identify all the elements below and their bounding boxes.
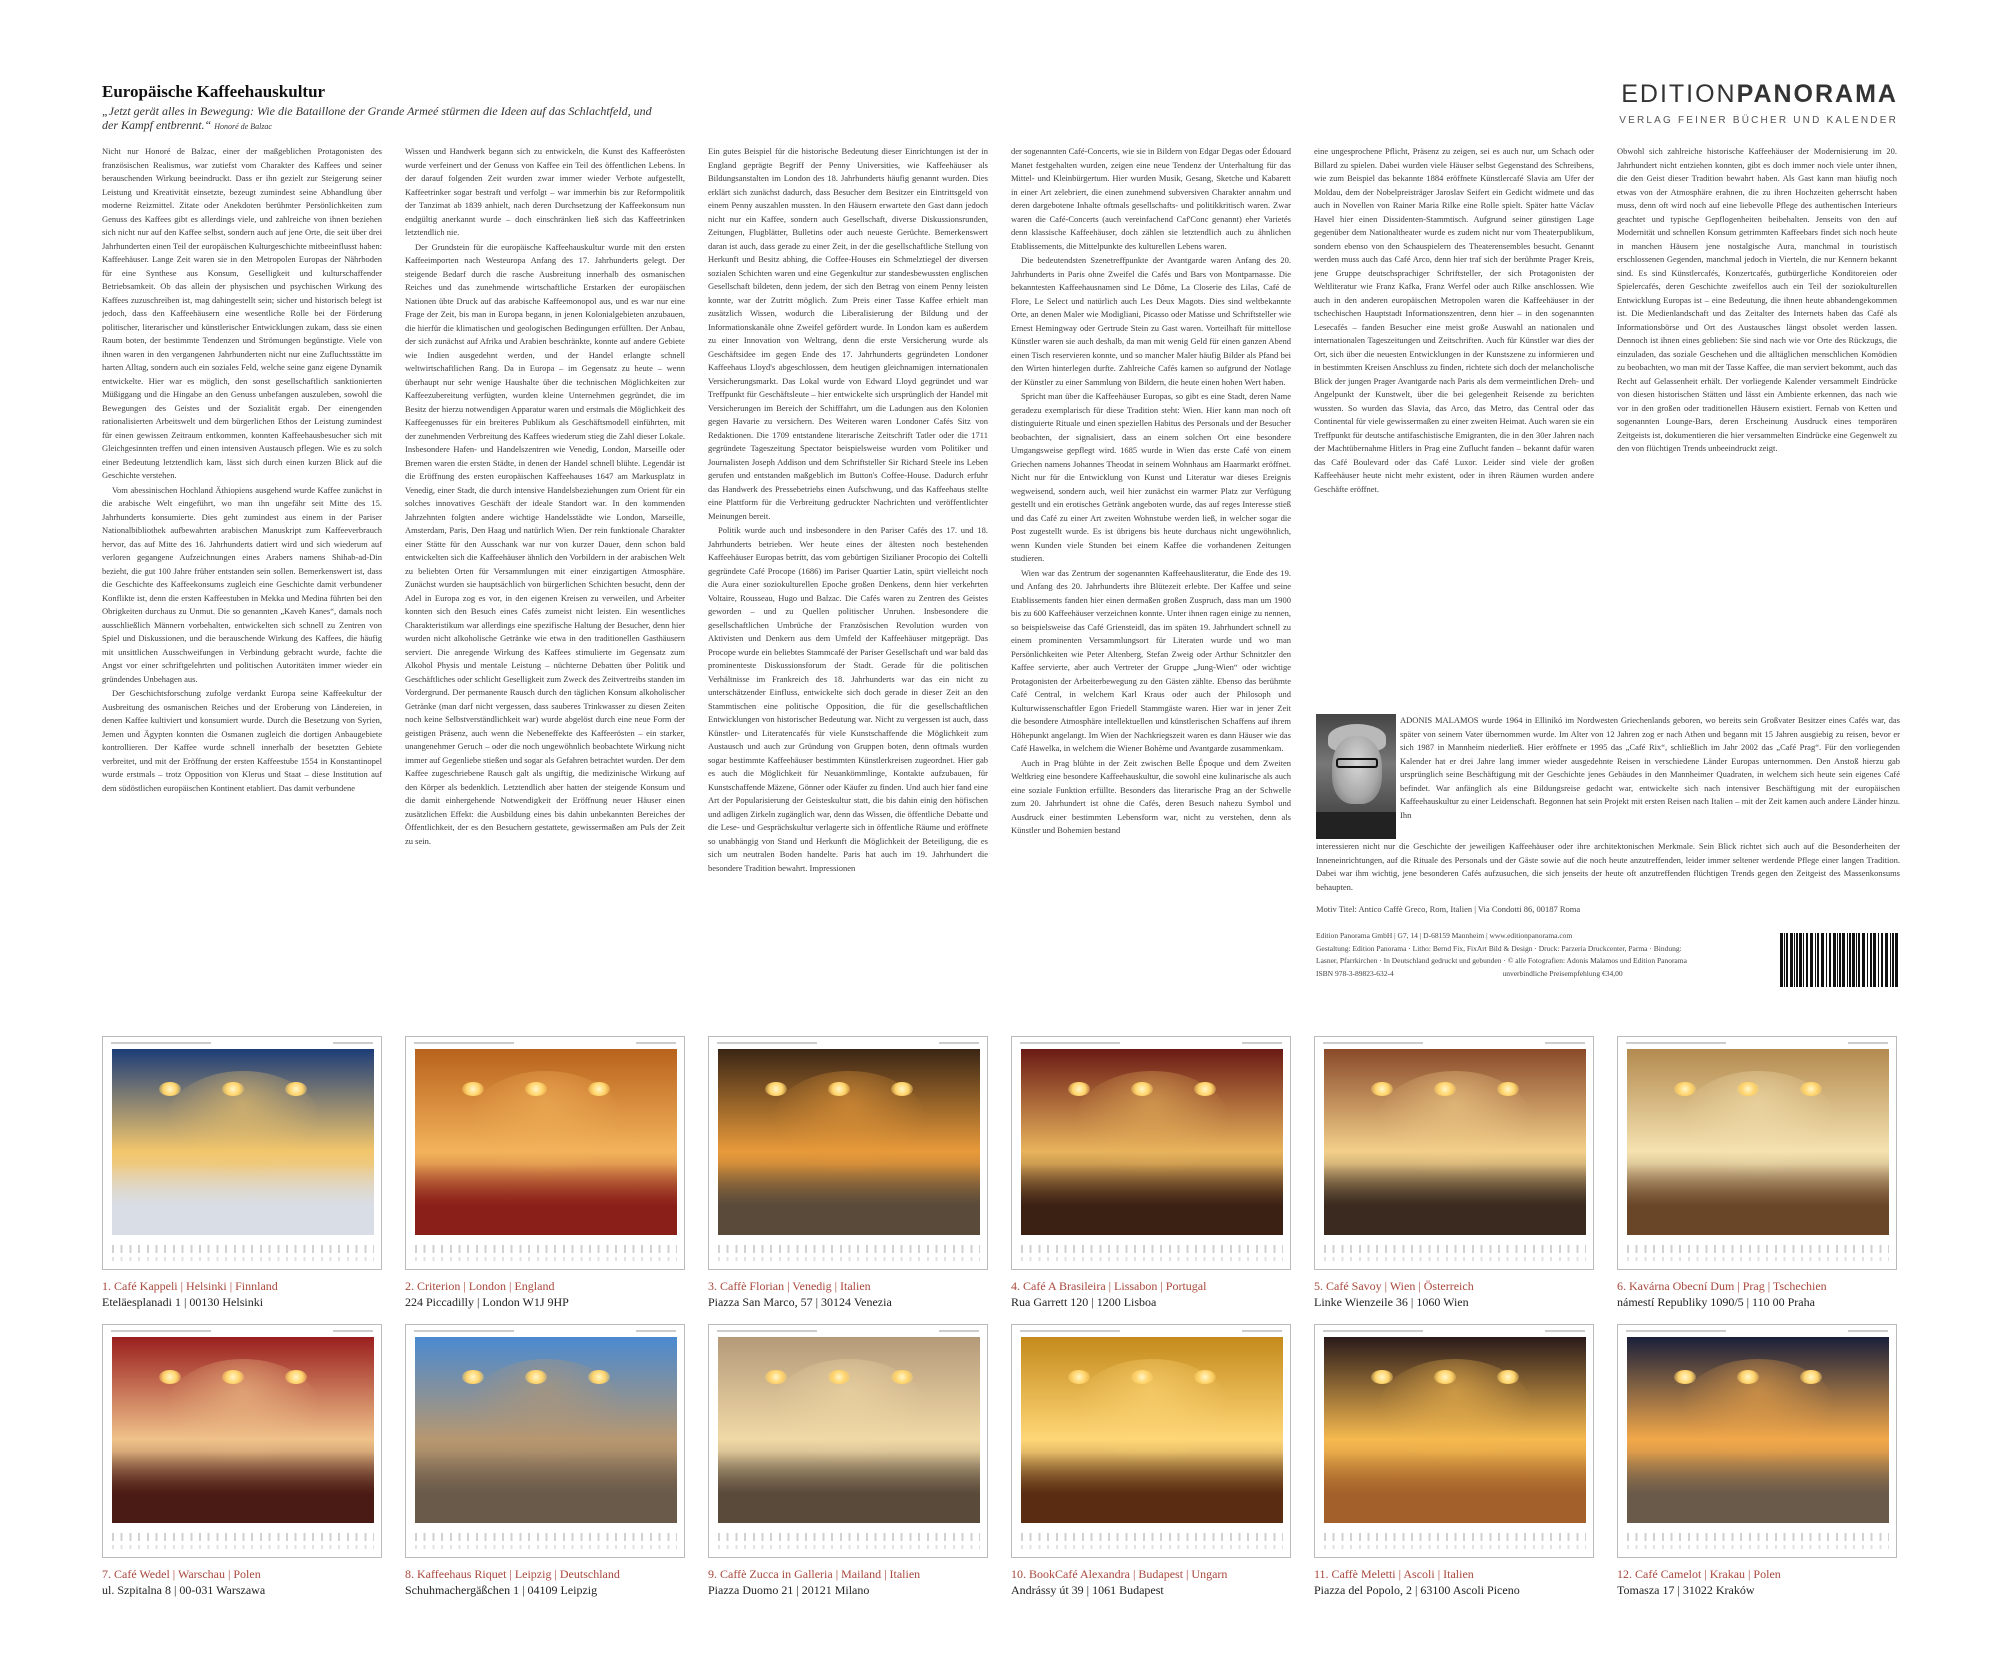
- cafe-photo: [415, 1337, 677, 1523]
- cafe-photo: [1021, 1337, 1283, 1523]
- calendar-page-thumbnail: [405, 1324, 685, 1558]
- barcode-icon: [1780, 933, 1898, 987]
- calendar-page-thumbnail: [1617, 1036, 1897, 1270]
- header-quote: [102, 104, 662, 134]
- barcode-bar: [1849, 933, 1851, 987]
- paragraph: Politik wurde auch und insbesondere in den Pariser Cafés des 17. und 18. Jahrhunderts betrieben. Wer heute eines der ältesten noch bestehenden Kaffeehäuser Europas betritt, das vom gebürtigen Sizilianer Procopio dei Coltelli gegründete Café Procope (1686) im Pariser Quartier Latin, spürt vielleicht noch die Aura einer soziokulturellen Epoche großen Denkens, denn hier verkehrten Voltaire, Rousseau, Hugo und Balzac. Die Cafés waren zu Zentren des Geistes geworden – und zu Quellen politischer Unruhen. Insbesondere die gesellschaftlichen Umbrüche der Französischen Revolution wurden von Aktivisten und Denkern aus dem Umfeld der Kaffeehäuser mitgeprägt. Das Procope wurde ein beliebtes Stammcafé der Pariser Gesellschaft und war bald das prominenteste Diskussionsforum der Stadt. Gerade für die politischen Verhältnisse im Frankreich des 18. Jahrhunderts war das ein nicht zu unterschätzender Einfluss, entwickelte sich doch gerade in dieser Zeit an den Stammtischen eine politische Opposition, die für die gesellschaftlichen Entwicklungen von historischer Bedeutung war. Nicht zu vergessen ist auch, dass Künstler- und Literatencafés für viele Kunstschaffende die Möglichkeit zum Austausch und auch zur Gründung von Gruppen boten, denn oftmals wurden sogar bestimmte Kaffeehäuser bestimmten Künstlerkreisen zugeordnet. Hier gab es auch die Möglichkeit für Neuankömmlinge, Kontakte aufzubauen, für Kunstschaffende Mäzene, Gönner oder Käufer zu finden. Und auch hier fand eine Art der Popularisierung der Geisteskultur statt, die bis dahin einig den höfischen und adligen Zirkeln zugänglich war, denn das Wissen, die öffentliche Debatte und die Lese- und Gesprächskultur verlagerte sich in öffentliche Räume und eröffnete so unabhängig von Stand und Herkunft die Möglichkeit der Beteiligung, die es sich um neutralen Boden handelte. Paris hat auch im 19. Jahrhundert die besondere Tradition bewahrt. Impressionen: [708, 525, 988, 873]
- barcode-bar: [1803, 933, 1804, 987]
- barcode-bar: [1870, 933, 1872, 987]
- cafe-photo: [112, 1049, 374, 1235]
- calendar-page-thumbnail: [102, 1324, 382, 1558]
- cafe-address: námestí Republiky 1090/5 | 110 00 Praha: [1617, 1295, 1815, 1309]
- imprint-line: Edition Panorama GmbH | G7, 14 | D-68159 Mannheim | www.editionpanorama.com: [1316, 931, 1573, 940]
- cafe-photo: [1627, 1337, 1889, 1523]
- barcode-bar: [1858, 933, 1860, 987]
- publisher-tagline: VERLAG FEINER BÜCHER UND KALENDER: [1619, 115, 1898, 126]
- calendar-page-thumbnail: [405, 1036, 685, 1270]
- barcode-bar: [1839, 933, 1841, 987]
- barcode-bar: [1817, 933, 1819, 987]
- barcode-bar: [1786, 933, 1788, 987]
- paragraph: Auch in Prag blühte in der Zeit zwischen Belle Époque und dem Zweiten Weltkrieg eine besondere Kaffeehauskultur, die sowohl eine kulinarische als auch eine soziale Funktion erfüllte. Besonders das literarische Prag an der Schwelle zum 20. Jahrhundert ist ohne die Cafés, deren Besuch nahezu Symbol und Ausdruck einer bestimmten Lebensform war, nicht zu verstehen, denn als Künstler und Bohemien bestand: [1011, 757, 1291, 835]
- paragraph: Spricht man über die Kaffeehäuser Europas, so gibt es eine Stadt, deren Name geradezu exemplarisch für diese Tradition steht: Wien. Hier kann man noch oft distinguierte Rituale und einen speziellen Habitus des Personals und der Besucher beobachten, der signalisiert, dass an einem solchen Ort eine besondere Umgangsweise gepflegt wird. 1685 wurde in Wien das erste Café von einem Griechen namens Johannes Theodat in seinem Wohnhaus am Haarmarkt eröffnet. Nicht nur für die Entwicklung von Kunst und Literatur war dieses Ereignis wegweisend, sondern auch, weil hier zunächst ein warmer Platz zur Verfügung gestellt und ein erotisches Getränk angeboten wurde, das auf reges Interesse stieß und das Café zu einer Art zweiten Wohnstube werden ließ, in welcher sogar die Post zugestellt wurde. Es ist übrigens bis heute durchaus nicht ungewöhnlich, wenn Kunden viele Stunden bei einem Kaffee die vorhandenen Zeitungen studieren.: [1011, 391, 1291, 563]
- calendar-page-thumbnail: [708, 1036, 988, 1270]
- text-column: [405, 145, 685, 985]
- barcode-bar: [1842, 933, 1845, 987]
- barcode-bar: [1829, 933, 1831, 987]
- barcode-bar: [1794, 933, 1795, 987]
- cafe-photo: [1324, 1049, 1586, 1235]
- cafe-address: ul. Szpitalna 8 | 00-031 Warszawa: [102, 1583, 266, 1597]
- calendar-page-thumbnail: [102, 1036, 382, 1270]
- paragraph: Nicht nur Honoré de Balzac, einer der maßgeblichen Protagonisten des französischen Realismus, war zutiefst vom Charakter des Kaffees und seiner berauschenden Wirkung beeindruckt. Dass er ihn gezielt zur Steigerung seiner Leistung und Kreativität einsetzte, bezeugt zumindest seine Abhandlung über moderne Reizmittel. Zitate oder Anekdoten berühmter Persönlichkeiten zum Genuss des Kaffees gibt es allerdings viele, und zahlreiche von ihnen beziehen sich nicht nur auf den Kaffee selbst, sondern auch auf jene Orte, die seit über drei Jahrhunderten einen Teil der europäischen Kulturgeschichte mitbeeinflusst haben: Kaffeehäuser. Lange Zeit waren sie in den Metropolen Europas der Nährboden für eine Synthese aus Konsum, Geselligkeit und kulturschaffender Betriebsamkeit. Ob das allein der physischen und psychischen Wirkung des Kaffees zuzuschreiben ist, mag dahingestellt sein; sicher und historisch belegt ist jedoch, dass den Kaffeehäusern eine wesentliche Rolle bei der Förderung politischer, literarischer und künstlerischer Entwicklungen zukam, dass sie einen Raum boten, der bestimmte Tendenzen und Strömungen begünstigte. Viele von ihnen waren in den vergangenen Jahrhunderten nicht nur eine Zufluchtsstätte im harten Alltag, sondern auch ein soziales Feld, welche seine ganz eigene Dynamik entwickelte. Hier war es möglich, den sonst gesellschaftlich sanktionierten Müßiggang und die Hingabe an den Genuss unbefangen auszuleben, sowohl die Bewegungen des Geistes und der Sozialität ergab. Der einengenden rationalisierten Arbeitswelt und dem bürgerlichen Ethos der Leistung zumindest für einen gewissen Zeitraum entkommen, konnten Kaffeehausbesucher sich mit Gleichgesinnten treffen und einen intensiven Austausch pflegen. Wie es zu solch einer Bedeutung letztendlich kam, lässt sich durch einen kurzen Blick auf die Geschichte verstehen.: [102, 146, 382, 480]
- barcode-bar: [1867, 933, 1868, 987]
- author-bio: ADONIS MALAMOS wurde 1964 in Ellinikó im Nordwesten Griechenlands geboren, wo bereits sein Großvater Besitzer eines Cafés war, das später von seinem Vater übernommen wurde. Im Alter von 12 Jahren zog er nach Athen und begann mit 15 Jahren ausgiebig zu reisen, bevor er sich 1987 in Mannheim niederließ. Hier eröffnete er 1995 das „Café Rix“, schließlich im Jahr 2002 das „Café Prag“. Für den vorliegenden Kalender hat er drei Jahre lang immer wieder ausgedehnte Reisen in verschiedene Länder Europas unternommen. Den Anstoß hierzu gab ursprünglich seine Beschäftigung mit der Geschichte jenes Gebäudes in den Mannheimer Quadraten, in welchem sich heute sein eigenes Café befindet. War anfänglich als eine Bildungsreise gedacht war, entwickelte sich nach intensiver Beschäftigung mit der europäischen Kaffeehauskultur zu einer Leidenschaft. Begonnen hat sein Projekt mit ersten Reisen nach Italien – mit der Zeit kamen auch andere Länder hinzu. Ihn: [1400, 715, 1900, 820]
- barcode-bar: [1796, 933, 1798, 987]
- cafe-address: Eteläesplanadi 1 | 00130 Helsinki: [102, 1295, 264, 1309]
- paragraph: Der Geschichtsforschung zufolge verdankt Europa seine Kaffeekultur der Ausbreitung des osmanischen Reiches und der Eroberung von Ländereien, in denen Kaffee kultiviert und konsumiert wurde. Durch die Besetzung von Syrien, Jemen und Ägypten konnten die Osmanen zugleich die dortigen Anbaugebiete kontrollieren. Der Kaffee wurde schnell innerhalb der besetzten Gebiete verbreitet, und mit der Eröffnung der ersten Kaffeestube 1554 in Konstantinopel wurde erstmals – trotz Opposition von Klerus und Staat – diese Institution auf dem südöstlichen europäischen Kontinent etabliert. Das damit verbundene: [102, 688, 382, 793]
- barcode-bar: [1862, 933, 1865, 987]
- imprint-line: Gestaltung: Edition Panorama · Litho: Bernd Fix, FixArt Bild & Design · Druck: Parzeria Druckcenter, Parma · Bindung:: [1316, 943, 1682, 953]
- cafe-caption: 2. Criterion | London | England: [405, 1279, 555, 1293]
- barcode-bar: [1892, 933, 1894, 987]
- paragraph: Die bedeutendsten Szenetreffpunkte der Avantgarde waren Anfang des 20. Jahrhunderts in Paris ohne Zweifel die Cafés und Bars von Montparnasse. Die bekanntesten Kaffeehausnamen sind Le Dôme, La Closerie des Lilas, Café de Flore, Le Select und natürlich auch Les Deux Magots. Dies sind weltbekannte Orte, an denen Maler wie Modigliani, Picasso oder Matisse und Schriftsteller wie Ernest Hemingway oder Gertrude Stein zu Gast waren. Vorteilhaft für mittellose Künstler waren sie auch deshalb, da man mit wenig Geld für einen ganzen Abend einen Tisch reservieren konnte, und so mancher Maler häufig Bilder als Pfand bei den Wirten hinterlegen durfte. Zahlreiche Cafés kamen so aufgrund der Notlage der Künstler zu einer Sammlung von Bildern, die heute einen hohen Wert haben.: [1011, 255, 1291, 387]
- author-bio-continued: interessieren nicht nur die Geschichte der jeweiligen Kaffeehäuser oder ihre architektonischen Merkmale. Sein Blick richtet sich auch auf die Besonderheiten der Inneneinrichtungen, auf die Rituale des Personals und der Gäste sowie auf die noch heute anzutreffenden, leider immer seltener werdende Pflege einer langen Tradition. Dabei war ihm wichtig, jene besonderen Cafés aufzusuchen, die sich jenseits der heute oft anzutreffenden flüchtigen Trends gegen den Zeitgeist des Massenkonsums behaupten.: [1316, 841, 1900, 892]
- cafe-photo: [718, 1337, 980, 1523]
- cafe-address: Tomasza 17 | 31022 Kraków: [1617, 1583, 1755, 1597]
- cafe-caption: 5. Café Savoy | Wien | Österreich: [1314, 1279, 1474, 1293]
- cafe-address: Schuhmachergäßchen 1 | 04109 Leipzig: [405, 1583, 598, 1597]
- barcode-bar: [1810, 933, 1813, 987]
- paragraph: der sogenannten Café-Concerts, wie sie in Bildern von Edgar Degas oder Édouard Manet festgehalten wurden, zeigen eine neue Tendenz der Unterhaltung für das Mittel- und Kleinbürgertum. Hier wurden Musik, Gesang, Sketche und Kabarett in einer Art zelebriert, die einen zunehmend subversiven Charakter annahm und deren dargebotene Inhalte oftmals gesellschafts- und politikkritisch waren. Zwar waren die Café-Concerts (auch vereinfachend Caf'Conc genannt) eher Varietés denn klassische Kaffeehäuser, doch zählen sie letztendlich auch zu ähnlichen Etablissements, die Mittelpunkte des kulturellen Lebens waren.: [1011, 146, 1291, 251]
- cafe-address: Rua Garrett 120 | 1200 Lisboa: [1011, 1295, 1157, 1309]
- cafe-caption: 3. Caffè Florian | Venedig | Italien: [708, 1279, 871, 1293]
- barcode-bar: [1806, 933, 1808, 987]
- barcode-bar: [1895, 933, 1898, 987]
- cafe-caption: 12. Café Camelot | Krakau | Polen: [1617, 1567, 1781, 1581]
- cafe-address: Piazza del Popolo, 2 | 63100 Ascoli Piceno: [1314, 1583, 1520, 1597]
- cafe-caption: 11. Caffè Meletti | Ascoli | Italien: [1314, 1567, 1474, 1581]
- imprint-line: Lasner, Pfarrkirchen · In Deutschland gedruckt und gebunden · © alle Fotografien: Adonis Malamos und Edition Panorama: [1316, 956, 1687, 965]
- quote-text: „Jetzt gerät alles in Bewegung: Wie die Bataillone der Grande Armeé stürmen die Ideen auf das Schlachtfeld, und der Kampf entbrennt.“: [102, 104, 652, 132]
- barcode-bar: [1881, 933, 1883, 987]
- text-column: [1617, 145, 1897, 525]
- barcode-bar: [1790, 933, 1793, 987]
- quote-author: Honoré de Balzac: [214, 122, 272, 131]
- cafe-photo: [1021, 1049, 1283, 1235]
- paragraph: Vom abessinischen Hochland Äthiopiens ausgehend wurde Kaffee zunächst in die arabische Welt eingeführt, wo man ihn ungefähr seit Mitte des 15. Jahrhunderts konsumierte. Dies geht zumindest aus einem in der Pariser Nationalbibliothek aufbewahrten arabischen Manuskript zum Kaffeeverbrauch hervor, das auf Mitte des 16. Jahrhunderts datiert wird und sich wiederum auf verloren gegangene Aufzeichnungen eines Arabers namens Shihab-ad-Din bezieht, die gut 100 Jahre früher entstanden sein sollen. Bemerkenswert ist, dass die Geschichte des Kaffeekonsums zugleich eine Geschichte damit verbundener Konflikte ist, denn die ersten Kaffeestuben in Mekka und Medina führten bei den Obrigkeiten durchaus zu Unmut. Die so genannten „Kaveh Kanes“, damals noch ausschließlich Männern vorbehalten, entwickelten sich schnell zu Zentren von Spiel und Diskussionen, und die berauschende Wirkung des Kaffees, die häufig mit unsittlichen Ausschweifungen in Verbindung gebracht wurde, fachte die Angst vor einer schriftgelehrten und politischen Autoritäten immer wieder ein gründendes Unbehagen aus.: [102, 484, 382, 684]
- cover-motif: Motiv Titel: Antico Caffè Greco, Rom, Italien | Via Condotti 86, 00187 Roma: [1316, 904, 1581, 914]
- cafe-caption: 1. Café Kappeli | Helsinki | Finnland: [102, 1279, 278, 1293]
- text-column: [708, 145, 988, 985]
- paragraph: Wien war das Zentrum der sogenannten Kaffeehausliteratur, die Ende des 19. und Anfang des 20. Jahrhunderts ihre Blütezeit erlebte. Der Kaffee und seine Etablissements fanden hier einen dermaßen großen Zuspruch, dass man um 1900 bis zu 600 Kaffeehäuser verzeichnen konnte. Unter ihnen ragen einige zu nennen, so beispielsweise das Café Griensteidl, das im späten 19. Jahrhundert schnell zu einem prominenten Versammlungsort für Literaten wurde und wo man Persönlichkeiten wie Peter Altenberg, Stefan Zweig oder Arthur Schnitzler den Kaffee servierte, aber auch Vertreter der Gruppe „Jung-Wien“ oder wichtige Protagonisten der Arbeiterbewegung zu den Gästen zählte. Ebenso das berühmte Café Central, in welchem Karl Kraus oder auch der Philosoph und Kulturwissenschaftler Egon Friedell Stammgäste waren. Hier war in jener Zeit die besondere Atmosphäre intellektuellen und künstlerischen Schaffens auf ihrem Höhepunkt angelangt. Im Wien der Nachkriegszeit waren es dann Häuser wie das Café Hawelka, in welchem die Wiener Bohème und Avantgarde zusammenkam.: [1011, 567, 1291, 753]
- cafe-photo: [718, 1049, 980, 1235]
- calendar-page-thumbnail: [708, 1324, 988, 1558]
- barcode-bar: [1873, 933, 1876, 987]
- imprint-line: ISBN 978-3-89823-632-4 unverbindliche Preisempfehlung €34,00: [1316, 968, 1623, 978]
- barcode-bar: [1837, 933, 1838, 987]
- text-column: [102, 145, 382, 985]
- calendar-page-thumbnail: [1617, 1324, 1897, 1558]
- cafe-address: Linke Wienzeile 36 | 1060 Wien: [1314, 1295, 1469, 1309]
- barcode-bar: [1856, 933, 1857, 987]
- cafe-caption: 9. Caffè Zucca in Galleria | Mailand | Italien: [708, 1567, 921, 1581]
- cafe-caption: 6. Kavárna Obecní Dum | Prag | Tschechien: [1617, 1279, 1827, 1293]
- cafe-photo: [415, 1049, 677, 1235]
- cafe-photo: [1627, 1049, 1889, 1235]
- text-column: [1314, 145, 1594, 575]
- barcode-bar: [1847, 933, 1848, 987]
- barcode-bar: [1826, 933, 1827, 987]
- publisher-name-light: EDITION: [1621, 80, 1737, 108]
- calendar-page-thumbnail: [1011, 1324, 1291, 1558]
- cafe-address: 224 Piccadilly | London W1J 9HP: [405, 1295, 569, 1309]
- paragraph: Der Grundstein für die europäische Kaffeehauskultur wurde mit den ersten Kaffeeimporten nach Westeuropa Anfang des 17. Jahrhunderts gelegt. Der steigende Bedarf durch die rasche Ausbreitung innerhalb des osmanischen Reiches und das zunehmende wirtschaftliche Erstarken der europäischen Nationen übte Druck auf das arabische Kaffeemonopol aus, und es war nur eine Frage der Zeit, bis man in Europa begann, in jenen Kolonialgebieten anzubauen, die hierfür die klimatischen und geologischen Bedingungen erfüllten. Der Anbau, der sich zunächst auf Afrika und Arabien beschränkte, konnte auf andere Gebiete wie Indien ausgedehnt werden, und der Handel erlangte schnell weltwirtschaftlichen Rang. Da in Europa – im Gegensatz zu heute – wenn überhaupt nur sehr wenige Haushalte über die technischen Möglichkeiten zur Kaffeezubereitung verfügten, wurden kleine Unternehmen gegründet, die im Besitz der hierzu notwendigen Apparatur waren und erstmals die Möglichkeit des Kaffeegenusses für ein breiteres Publikum als Geschäftsmodell einführten, mit der zunehmenden Verbreitung des Kaffees wiederum stieg die Zahl dieser Lokale. Insbesondere Hafen- und Handelszentren wie Venedig, London, Marseille oder Bremen waren die ersten Städte, in denen der Handel schnell blühte. Legendär ist die Eröffnung des ersten europäischen Kaffeehauses 1647 am Markusplatz in Venedig, einer Stadt, die durch intensive Handelsbeziehungen zum Orient für ein solches innovatives Geschäft der ideale Standort war. In den kommenden Jahrzehnten folgten andere wichtige Handelsstädte wie London, Marseille, Amsterdam, Paris, Den Haag und natürlich Wien. Der rein funktionale Charakter einer Stätte für den Ausschank war nur von kurzer Dauer, denn schon bald entwickelten sich die Kaffeehäuser ähnlich den Vorbildern in der arabischen Welt zu beliebten Orten für Versammlungen mit einer einzigartigen Atmosphäre. Zunächst wurden sie hauptsächlich von bürgerlichen Schichten besucht, denn der Adel in Europa zog es vor, in den eigenen Kreisen zu verweilen, und Arbeiter konnten sich den Besuch eines Cafés zumeist nicht leisten. Ein wesentliches Charakteristikum war allerdings eine spezifische Haltung der Besucher, denn hier wurden nicht alkoholische Getränke wie etwa in den traditionellen Gasthäusern serviert. Die anregende Wirkung des Kaffees stimulierte im Gegensatz zum Alkohol Physis und mentale Leistung – nüchterne Debatten über Politik und Geschäftliches oder schlicht Geselligkeit zum Zweck des Zeitvertreibs standen im Vordergrund. Der permanente Rausch durch den täglichen Konsum alkoholischer Getränke (man darf nicht vergessen, dass sauberes Trinkwasser zu diesen Zeiten noch keine Selbstverständlichkeit war) wurde abgelöst durch eine neue Form der geistigen Präsenz, auch wenn die Nebeneffekte des Kaffeerösten – ein starker, unangenehmer Geruch – oder die noch ungewöhnlich beobachtete Wirkung nicht immer auf Gegenliebe stießen und sogar als Gefahren betrachtet wurden. Der dem Kaffee zugeschriebene Rausch galt als ungiftig, die medizinische Wirkung auf den Körper als bedenklich. Letztendlich aber hatten der steigende Konsum und die damit einhergehende Notwendigkeit der Eröffnung neuer Häuser einen zusätzlichen Effekt: die Ausbildung eines bis dahin unbekannten Bereiches der Öffentlichkeit, der es den Besuchern gestattete, gewissermaßen am Puls der Zeit zu sein.: [405, 241, 685, 846]
- calendar-page-thumbnail: [1314, 1324, 1594, 1558]
- paragraph: Wissen und Handwerk begann sich zu entwickeln, die Kunst des Kaffeerösten wurde verfeinert und der Genuss von Kaffee ein Teil des öffentlichen Lebens. In der darauf folgenden Zeit wurden zwar immer wieder Verbote aufgestellt, Kaffeetrinker sogar bestraft und verfolgt – war immerhin bis zur Reformpolitik der Tanzimat ab 1839 anhielt, nach deren Durchsetzung der Kaffeekonsum nun endgültig anerkannt wurde – doch einschränken ließ sich das Kaffeetrinken letztendlich nie.: [405, 146, 685, 237]
- paragraph: Ein gutes Beispiel für die historische Bedeutung dieser Einrichtungen ist der in England geprägte Begriff der Penny Universities, wie Kaffeehäuser als Bildungsanstalten im London des 18. Jahrhunderts häufig genannt wurden. Dies erklärt sich zunächst dadurch, dass Besucher dem Besitzer ein Eintrittsgeld von einem Penny auszahlen mussten. In den Häusern erwartete den Gast dann jedoch nicht nur ein Kaffee, sondern auch Gesellschaft, diverse Diskussionsrunden, Zeitungen, Flugblätter, Bulletins oder auch neueste Gerüchte. Bemerkenswert daran ist auch, dass gerade zu einer Zeit, in der die gesellschaftliche Stellung von Herkunft und Besitz abhing, die Coffee-Houses ein Schmelztiegel der diversen sozialen Schichten waren und eine Gegenkultur zur standesbewussten englischen Gesellschaft bildeten, denn jedem, der sich den Betrag von einem Penny leisten konnte, war der Zutritt möglich. Zum Preis einer Tasse Kaffee erhielt man zusätzlich Wissen, wodurch die Liberalisierung der Bildung und der Informationskanäle ohne Zweifel gefördert wurde. In London kam es außerdem zu einer Innovation von Weltrang, denn die erste Versicherung wurde als Geschäftsidee im gegen Ende des 17. Jahrhunderts gegründeten Londoner Kaffeehaus Lloyd's abgeschlossen, dem heutigen gleichnamigen internationalen Versicherungsmarkt. Das Lokal wurde von Edward Lloyd gegründet und war Treffpunkt für Geschäftsleute – hier entwickelte sich ursprünglich der Handel mit Versicherungen im Bereich der Schifffahrt, um die Ladungen aus den Kolonien gegen Havarie zu versichern. Des Weiteren waren Londoner Cafés Sitz von Redaktionen. Die 1709 entstandene literarische Zeitschrift Tatler oder die 1711 gegründete Tageszeitung Spectator beispielsweise wurden vom Politiker und Journalisten Joseph Addison und dem Schriftsteller Sir Richard Steele ins Leben gerufen und entstanden maßgeblich im Button's Coffee-House. Dadurch erfuhr das Handwerk des Pressebetriebs einen Aufschwung, und das Kaffeehaus stellte eine Plattform für die Verbreitung gedruckter Nachrichten und veröffentlichter Meinungen bereit.: [708, 146, 988, 521]
- author-block: [1316, 714, 1900, 914]
- barcode-bar: [1780, 933, 1783, 987]
- publisher-logo: [1619, 80, 1898, 126]
- barcode-bar: [1878, 933, 1879, 987]
- paragraph: eine ungesprochene Pflicht, Präsenz zu zeigen, sei es auch nur, um Schach oder Billard zu spielen. Dabei wurden viele Häuser selbst Gegenstand des Schreibens, wie zum Beispiel das bekannte 1884 eröffnete Künstlercafé Slavia am Ufer der Moldau, dem der Nobelpreisträger Jaroslav Seifert ein Gedicht widmete und das auch in Novellen von Rainer Maria Rilke eine Rolle spielt. Später hatte Václav Havel hier einen Dissidenten-Stammtisch. Aufgrund seiner günstigen Lage gegenüber dem Nationaltheater wurde es zudem nicht nur vom Theaterpublikum, sondern ebenso von den Schauspielern des Theaterensembles besucht. Genannt werden muss auch das Café Arco, denn hier traf sich der berühmte Prager Kreis, jene Gruppe deutschsprachiger Schriftsteller, der sich Protagonisten der Weltliteratur wie Franz Kafka, Franz Werfel oder auch Rilke anschlossen. Wie auch in den anderen europäischen Metropolen waren die Kaffeehäuser in der tschechischen Hauptstadt Informationszentren, denn hier – in den sogenannten Lesecafés – fanden Besucher eine meist große Auswahl an nationalen und internationalen Tageszeitungen und Zeitschriften. Auch für Künstler war dies der Ort, sich über die neuesten Entwicklungen in der Kunstszene zu informieren und in bestimmten Kreisen Anschluss zu finden, richtete sich doch der melancholische Blick der jungen Prager Avantgarde nach Paris als dem vermeintlichen Dreh- und Angelpunkt der Kunstwelt, über die bei gelegenheit Reisende zu berichten wussten. So wurden das Slavia, das Arco, das Metro, das Central oder das Continental für viele gewissermaßen zu einer zweiten Heimat. Auch waren sie ein Treffpunkt für deutsche antifaschistische Emigranten, die in den 30er Jahren nach der Machtübernahme Hitlers in Prag eine Zuflucht fanden – bekannt dafür waren das Café Boulevard oder das Café Luxor. Leider sind viele der großen Kaffeehäuser heute nicht mehr existent, oder in ihren Räumen wurden andere Geschäfte eröffnet.: [1314, 146, 1594, 494]
- barcode-bar: [1784, 933, 1785, 987]
- publisher-name-bold: PANORAMA: [1736, 80, 1898, 108]
- barcode-bar: [1852, 933, 1855, 987]
- calendar-page-thumbnail: [1011, 1036, 1291, 1270]
- text-column: [1011, 145, 1291, 985]
- barcode-bar: [1885, 933, 1888, 987]
- barcode-bar: [1821, 933, 1824, 987]
- cafe-address: Piazza Duomo 21 | 20121 Milano: [708, 1583, 870, 1597]
- calendar-page-thumbnail: [1314, 1036, 1594, 1270]
- author-portrait: [1316, 714, 1396, 839]
- cafe-caption: 10. BookCafé Alexandra | Budapest | Ungarn: [1011, 1567, 1228, 1581]
- imprint: [1316, 930, 1756, 980]
- page-title: Europäische Kaffeehauskultur: [102, 82, 326, 101]
- paragraph: Obwohl sich zahlreiche historische Kaffeehäuser der Modernisierung im 20. Jahrhundert nicht entziehen konnten, gibt es doch immer noch viele unter ihnen, die den Geist dieser Tradition bewahrt haben. Als Gast kann man häufig noch etwas von der Atmosphäre erahnen, die zu ihren Hochzeiten geherrscht haben muss, denn oft wird noch auf eine liebevolle Pflege des authentischen Interieurs geachtet und typische Gepflogenheiten beibehalten. Jenseits von den auf Modernität und schnellen Konsum getrimmten Kaffeebars findet sich noch heute in manchen Häusern jene nostalgische Aura, manchmal in touristisch erschlossenen Gegenden, manchmal jedoch in Vierteln, die nur Kennern bekannt sind. Es sind Künstlercafés, Konzertcafés, gutbürgerliche Konditoreien oder Spielercafés, deren Geschichte zweifellos auch ein Teil der soziokulturellen Entwicklung Europas ist – eine Bedeutung, die ihnen heute abhandengekommen ist. Die Medienlandschaft und das Zeitalter des Internets haben das Café als Informationsbörse und Ort des Austausches längst obsolet werden lassen. Dennoch ist ihnen eines geblieben: Sie sind nach wie vor Orte des Rückzugs, die einzuladen, das soziale Geschehen und die alltäglichen menschlichen Komödien zu beobachten, wo man mit der Tasse Kaffee, die man serviert bekommt, auch das Recht auf Gelassenheit erhält. Der vorliegende Kalender versammelt Eindrücke von diesen historischen Stätten und lässt ein Ambiente erkennen, das nach wie vor in den großen oder traditionellen Häusern existiert. Fernab von Ketten und sogenannten Lounge-Bars, deren Erscheinung Ausdruck eines temporären Zeitgeists ist, dokumentieren die hier versammelten Eindrücke eine Gegenwelt zu den von flüchtigen Trends unbeeindruckt zeigt.: [1617, 146, 1897, 453]
- barcode-bar: [1890, 933, 1891, 987]
- cafe-photo: [112, 1337, 374, 1523]
- publisher-name: [1619, 80, 1898, 109]
- cafe-caption: 7. Café Wedel | Warschau | Polen: [102, 1567, 261, 1581]
- cafe-address: Andrássy út 39 | 1061 Budapest: [1011, 1583, 1164, 1597]
- cafe-photo: [1324, 1337, 1586, 1523]
- barcode-bar: [1799, 933, 1802, 987]
- barcode-bar: [1815, 933, 1816, 987]
- barcode-bar: [1833, 933, 1836, 987]
- cafe-caption: 8. Kaffeehaus Riquet | Leipzig | Deutschland: [405, 1567, 620, 1581]
- cafe-caption: 4. Café A Brasileira | Lissabon | Portugal: [1011, 1279, 1207, 1293]
- cafe-address: Piazza San Marco, 57 | 30124 Venezia: [708, 1295, 892, 1309]
